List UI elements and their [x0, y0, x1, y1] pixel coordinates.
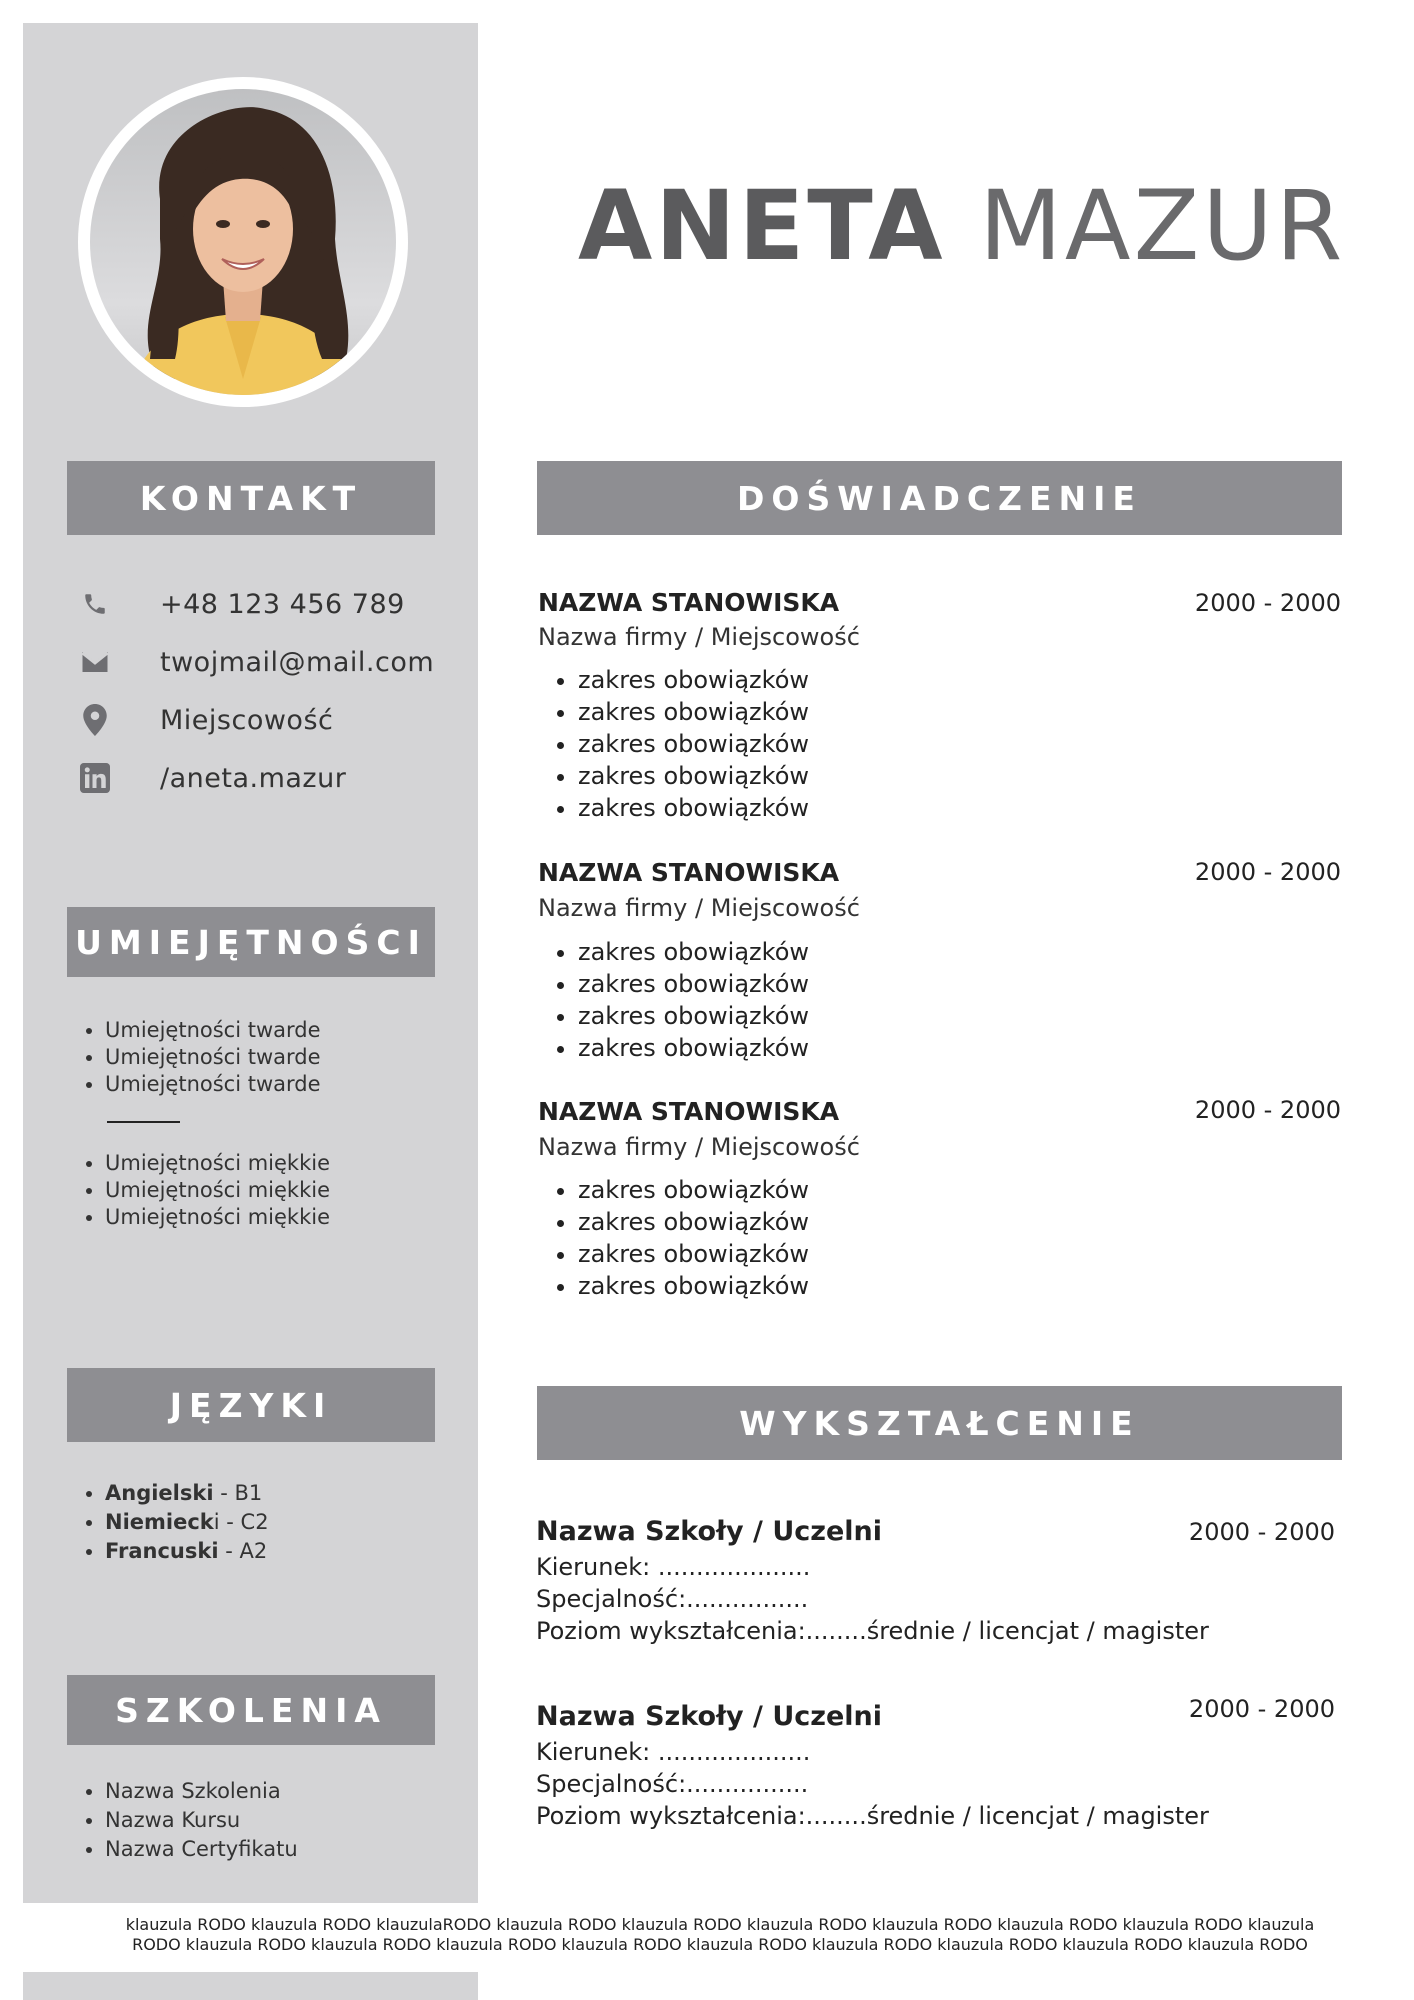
list-item: • zakres obowiązków — [578, 1174, 809, 1206]
list-item: • zakres obowiązków — [578, 1270, 809, 1302]
list-item: • Nazwa Certyfikatu — [105, 1835, 298, 1864]
candidate-name — [578, 170, 1345, 282]
list-item: • zakres obowiązków — [578, 760, 809, 792]
linkedin-handle: /aneta.mazur — [160, 762, 347, 794]
list-item: • Nazwa Kursu — [105, 1806, 298, 1835]
education-dates: 2000 - 2000 — [1188, 1695, 1335, 1723]
linkedin-icon — [78, 761, 112, 795]
rodo-line: klauzula RODO klauzula RODO klauzulaRODO klauzula RODO klauzula RODO klauzula RODO klauzula RODO klauzula RODO klauzula RODO klauzula — [125, 1915, 1315, 1934]
section-header-education: WYKSZTAŁCENIE — [537, 1386, 1342, 1460]
job-title: NAZWA STANOWISKA — [538, 1097, 840, 1126]
trainings-list — [75, 1777, 298, 1864]
email-address: twojmail@mail.com — [160, 646, 435, 678]
job-duties — [548, 936, 809, 1064]
education-field: Kierunek: .................... — [536, 1738, 811, 1766]
list-item: • zakres obowiązków — [578, 936, 809, 968]
language-item: • Niemiecki - C2 — [105, 1508, 269, 1537]
skills-divider — [107, 1121, 180, 1123]
list-item: • Nazwa Szkolenia — [105, 1777, 298, 1806]
list-item: • Umiejętności twarde — [105, 1071, 321, 1098]
section-header-languages: JĘZYKI — [67, 1368, 435, 1442]
list-item: • zakres obowiązków — [578, 792, 809, 824]
list-item: • zakres obowiązków — [578, 696, 809, 728]
languages-list — [75, 1479, 269, 1566]
phone-number: +48 123 456 789 — [160, 588, 405, 620]
job-title: NAZWA STANOWISKA — [538, 858, 840, 887]
list-item: • zakres obowiązków — [578, 1206, 809, 1238]
education-dates: 2000 - 2000 — [1188, 1518, 1335, 1546]
list-item: • zakres obowiązków — [578, 728, 809, 760]
location-pin-icon — [78, 703, 112, 737]
list-item: • Umiejętności miękkie — [105, 1150, 330, 1177]
language-item: • Francuski - A2 — [105, 1537, 269, 1566]
rodo-clause — [70, 1915, 1370, 1955]
section-header-skills: UMIEJĘTNOŚCI — [67, 907, 435, 977]
language-item: • Angielski - B1 — [105, 1479, 269, 1508]
profile-photo — [90, 89, 396, 395]
list-item: • Umiejętności twarde — [105, 1017, 321, 1044]
hard-skills-list — [75, 1017, 321, 1098]
section-header-contact: KONTAKT — [67, 461, 435, 535]
sidebar-footer-strip — [23, 1972, 478, 2000]
list-item: • zakres obowiązków — [578, 1000, 809, 1032]
portrait-illustration — [90, 89, 396, 395]
profile-photo-frame — [78, 77, 408, 407]
list-item: • zakres obowiązków — [578, 1032, 809, 1064]
job-duties — [548, 664, 809, 824]
job-company: Nazwa firmy / Miejscowość — [538, 1133, 860, 1161]
first-name: ANETA — [578, 170, 946, 282]
education-level: Poziom wykształcenia:........średnie / licencjat / magister — [536, 1617, 1209, 1645]
list-item: • zakres obowiązków — [578, 1238, 809, 1270]
education-field: Kierunek: .................... — [536, 1553, 811, 1581]
rodo-line: RODO klauzula RODO klauzula RODO klauzula RODO klauzula RODO klauzula RODO klauzula RODO klauzula RODO klauzula RODO klauzula RODO — [132, 1935, 1308, 1954]
education-level: Poziom wykształcenia:........średnie / licencjat / magister — [536, 1802, 1209, 1830]
contact-phone — [78, 584, 405, 624]
section-header-experience: DOŚWIADCZENIE — [537, 461, 1342, 535]
list-item: • Umiejętności miękkie — [105, 1177, 330, 1204]
job-company: Nazwa firmy / Miejscowość — [538, 894, 860, 922]
last-name: MAZUR — [979, 170, 1346, 282]
job-title: NAZWA STANOWISKA — [538, 588, 840, 617]
school-name: Nazwa Szkoły / Uczelni — [536, 1516, 883, 1547]
contact-email — [78, 642, 435, 682]
mail-icon — [78, 645, 112, 679]
list-item: • zakres obowiązków — [578, 968, 809, 1000]
contact-linkedin — [78, 758, 347, 798]
contact-location — [78, 700, 334, 740]
job-duties — [548, 1174, 809, 1302]
list-item: • Umiejętności miękkie — [105, 1204, 330, 1231]
job-dates: 2000 - 2000 — [1194, 589, 1341, 617]
section-header-trainings: SZKOLENIA — [67, 1675, 435, 1745]
education-specialty: Specjalność:................ — [536, 1770, 809, 1798]
job-company: Nazwa firmy / Miejscowość — [538, 623, 860, 651]
school-name: Nazwa Szkoły / Uczelni — [536, 1701, 883, 1732]
location-text: Miejscowość — [160, 704, 334, 736]
education-specialty: Specjalność:................ — [536, 1585, 809, 1613]
soft-skills-list — [75, 1150, 330, 1231]
list-item: • Umiejętności twarde — [105, 1044, 321, 1071]
job-dates: 2000 - 2000 — [1194, 858, 1341, 886]
list-item: • zakres obowiązków — [578, 664, 809, 696]
phone-icon — [78, 587, 112, 621]
job-dates: 2000 - 2000 — [1194, 1096, 1341, 1124]
